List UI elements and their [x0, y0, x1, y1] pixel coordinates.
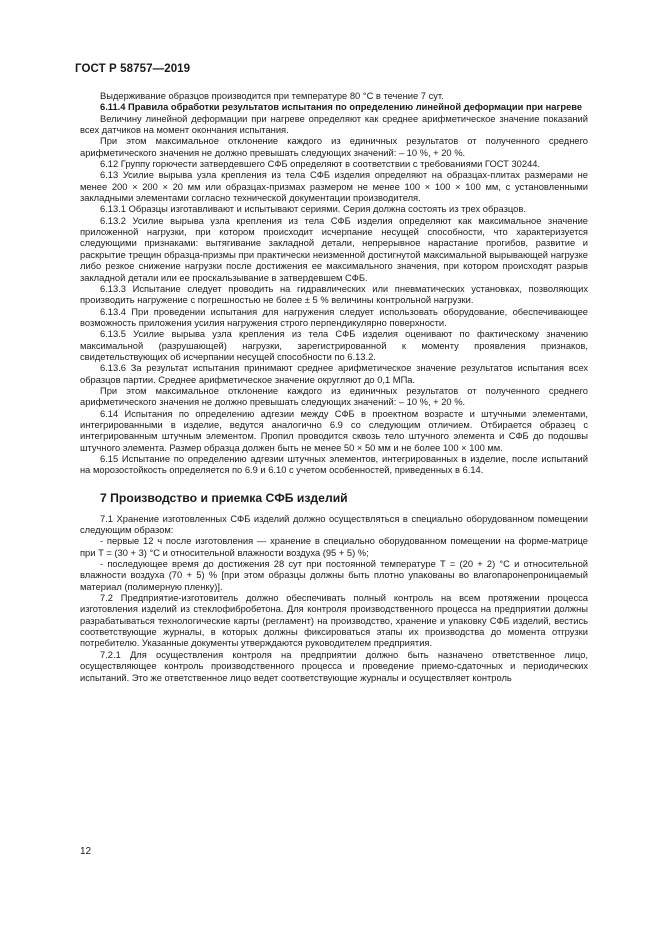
section-title: 7 Производство и приемка СФБ изделий: [100, 490, 348, 505]
page-number: 12: [80, 846, 92, 857]
list-item: - первые 12 ч после изготовления — хранение в специально оборудованном помещении на форме-матрице при Т = (30 + 3) °С и относительной влажности воздуха (95 + 5) %;: [80, 536, 588, 558]
paragraph: 6.13.2 Усилие вырыва узла крепления из тела СФБ изделия определяют как максимальное значение приложенной нагрузки, при котором происходит исчерпание несущей способности, что характеризуется следующими признаками: вытягивание закладной детали, непрерывное нарастание прогибов, развитие и раскрытие трещин образца-призмы при практически неизменной достигнутой максимальной вырывающей нагрузке либо резкое снижение нагрузки после достижения ее максимального значения, при котором происходят разрыв закладной детали или ее проскальзывание в затвердевшем СФБ.: [80, 215, 588, 283]
paragraph: Величину линейной деформации при нагреве определяют как среднее арифметическое значение показаний всех датчиков на момент окончания испытания.: [80, 113, 588, 136]
paragraph: При этом максимальное отклонение каждого из единичных результатов от полученного среднего арифметического значения не должно превышать следующих значений: – 10 %, + 20 %.: [80, 136, 588, 158]
paragraph: 6.13.1 Образцы изготавливают и испытывают сериями. Серия должна состоять из трех образцов.: [100, 204, 526, 215]
paragraph: 7.2 Предприятие-изготовитель должно обеспечивать полный контроль на всем протяжении процесса изготовления изделий из стеклофибробетона. Для контроля производственного процесса на предприятии должны разрабатываться технологические карты (регламент) на производство, хранение и упаковку СФБ изделий, вестись соответствующие журналы, в которых должны фиксироваться этапы их производства до момента отгрузки потребителю. Указанные документы утверждаются руководителем предприятия.: [80, 593, 588, 649]
document-body: [80, 91, 588, 684]
paragraph: При этом максимальное отклонение каждого из единичных результатов от полученного среднего арифметического значения не должно превышать следующих значений: – 10 %, + 20 %.: [80, 385, 588, 408]
paragraph: 6.13.5 Усилие вырыва узла крепления из тела СФБ изделия оценивают по фактическому значению максимальной (разрушающей) нагрузки, зарегистрированной к моменту проявления признаков, свидетельствующих об исчерпании несущей способности по 6.13.2.: [80, 329, 588, 362]
paragraph: 7.2.1 Для осуществления контроля на предприятии должно быть назначено ответственное лицо, осуществляющее контроль производственного процесса и проведение приемо-сдаточных и периодических испытаний. Это же ответственное лицо ведет соответствующие журналы и осуществляет контроль: [80, 649, 588, 683]
paragraph: 6.13.3 Испытание следует проводить на гидравлических или пневматических установках, позволяющих производить нагружение с погрешностью не более ± 5 % величины контрольной нагрузки.: [80, 283, 588, 306]
paragraph: 7.1 Хранение изготовленных СФБ изделий должно осуществляться в специально оборудованном помещении следующим образом:: [80, 513, 588, 536]
paragraph: 6.15 Испытание по определению адгезии штучных элементов, интегрированных в изделие, после испытаний на морозостойкость определяется по 6.9 и 6.10 с учетом особенностей, приведенных в 6.14.: [80, 454, 588, 476]
document-code: ГОСТ Р 58757—2019: [75, 63, 191, 75]
list-item: - последующее время до достижения 28 сут при постоянной температуре Т = (20 + 2) °С и относительной влажности воздуха (70 + 5) % [при этом образцы должны быть плотно упакованы во влагопаронепроницаемый материал (полимерную пленку)].: [80, 559, 588, 592]
paragraph: 6.13 Усилие вырыва узла крепления из тела СФБ изделия определяют на образцах-плитах размерами не менее 200 × 200 × 20 мм или образцах-призмах размером не менее 100 × 100 × 100 мм, с установленными закладными элементами согласно технической документации производителя.: [80, 170, 588, 204]
paragraph: 6.12 Группу горючести затвердевшего СФБ определяют в соответствии с требованиями ГОСТ 30244.: [100, 159, 541, 170]
paragraph: 6.13.6 За результат испытания принимают среднее арифметическое значение результатов испытания всех образцов партии. Среднее арифметическое значение округляют до 0,1 МПа.: [80, 363, 588, 385]
paragraph: 6.13.4 При проведении испытания для нагружения следует использовать оборудование, обеспечивающее возможность приложения усилия нагружения строго перпендикулярно поверхности.: [80, 306, 588, 328]
paragraph: 6.14 Испытания по определению адгезии между СФБ в проектном возрасте и штучными элементами, интегрированными в изделие, ведутся аналогично 6.9 со следующим отличием. Отбирается образец с интегрированным штучным элементом. Пропил проводится сквозь тело штучного элемента и СФБ до подошвы штучного элемента. Размер образца должен быть не менее 50 × 50 мм и не более 100 × 100 мм.: [80, 408, 588, 453]
subsection-heading: 6.11.4 Правила обработки результатов испытания по определению линейной деформации при нагреве: [100, 102, 583, 113]
paragraph: Выдерживание образцов производится при температуре 80 °С в течение 7 сут.: [100, 91, 444, 101]
